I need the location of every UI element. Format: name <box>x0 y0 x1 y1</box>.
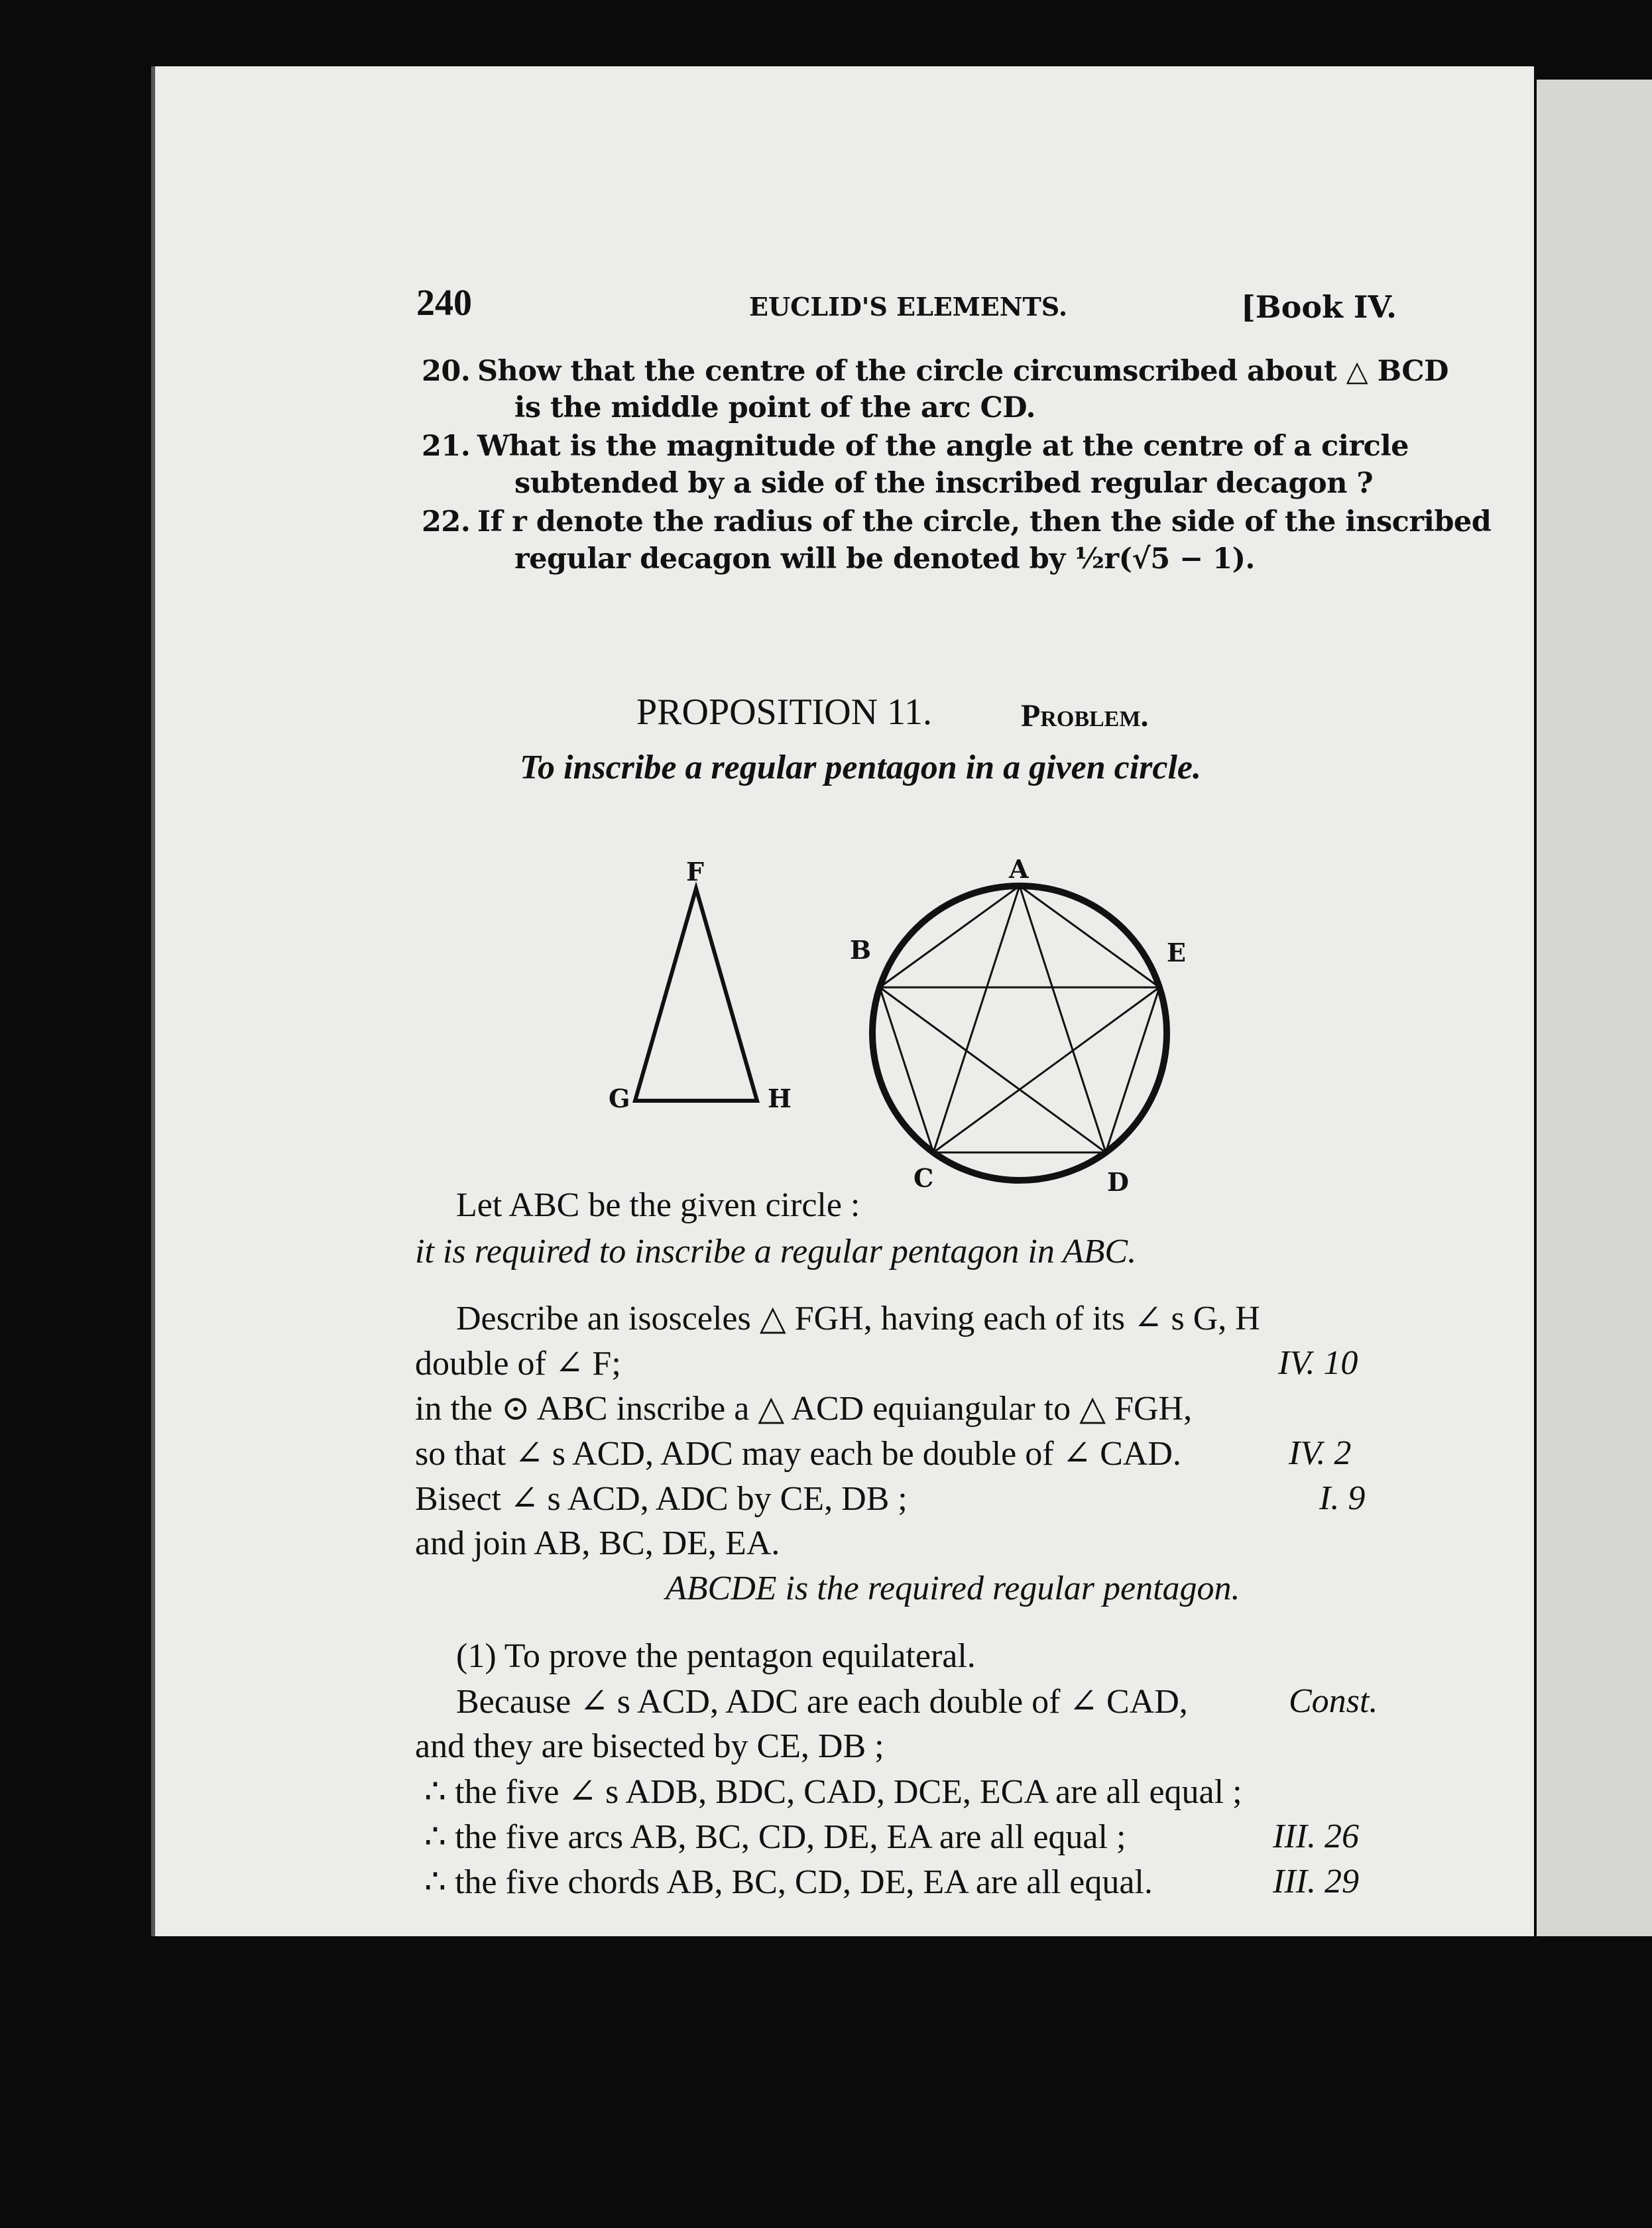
proposition-title: PROPOSITION 11. <box>636 692 932 733</box>
exercise-line: regular decagon will be denoted by ½r(√5 − 1). <box>514 542 1255 576</box>
construction-line: Bisect ∠ s ACD, ADC by CE, DB ; <box>415 1480 908 1518</box>
proof-line: ∴ the five ∠ s ADB, BDC, CAD, DCE, ECA are all equal ; <box>424 1773 1242 1811</box>
label-c: C <box>914 1163 934 1193</box>
proof-line: ∴ the five chords AB, BC, CD, DE, EA are all equal. <box>424 1863 1153 1901</box>
proof-line: and they are bisected by CE, DB ; <box>415 1727 884 1765</box>
book-label: [Book IV. <box>1241 289 1397 325</box>
label-b: B <box>850 935 872 965</box>
conclusion-line: ABCDE is the required regular pentagon. <box>666 1570 1240 1607</box>
construction-ref: IV. 10 <box>1278 1344 1358 1382</box>
diagonal-ce <box>933 987 1159 1152</box>
construction-figure <box>583 822 1246 1194</box>
label-g: G <box>609 1083 630 1113</box>
construction-line: and join AB, BC, DE, EA. <box>415 1524 780 1562</box>
proof-ref: III. 26 <box>1273 1818 1359 1855</box>
construction-ref: I. 9 <box>1319 1479 1366 1517</box>
construction-line: in the ⊙ ABC inscribe a △ ACD equiangular to △ FGH, <box>415 1390 1193 1428</box>
exercise-line: subtended by a side of the inscribed regular decagon ? <box>514 467 1374 500</box>
construction-line: so that ∠ s ACD, ADC may each be double of ∠ CAD. <box>415 1435 1181 1473</box>
label-h: H <box>768 1083 792 1113</box>
label-e: E <box>1167 938 1186 967</box>
construction-line: double of ∠ F; <box>415 1345 621 1383</box>
exercise-number: 21. <box>422 430 471 463</box>
scan-background <box>151 1936 1652 2228</box>
next-page-edge <box>1537 80 1652 1936</box>
required-line: it is required to inscribe a regular pentagon in ABC. <box>415 1233 1137 1270</box>
construction-ref: IV. 2 <box>1289 1434 1352 1472</box>
proof-ref: III. 29 <box>1273 1863 1359 1900</box>
proof-ref: Const. <box>1289 1682 1378 1720</box>
circle-abc <box>872 886 1167 1180</box>
label-f: F <box>686 857 704 887</box>
exercise-number: 20. <box>422 355 471 388</box>
construction-line: Describe an isosceles △ FGH, having each of its ∠ s G, H <box>456 1300 1260 1337</box>
diagonal-bd <box>880 987 1106 1152</box>
diagonal-ad <box>1020 886 1106 1152</box>
exercise-number: 22. <box>422 505 471 538</box>
isosceles-triangle-fgh <box>635 889 757 1101</box>
proof-heading: (1) To prove the pentagon equilateral. <box>456 1637 976 1675</box>
let-line: Let ABC be the given circle : <box>456 1186 860 1224</box>
proposition-statement: To inscribe a regular pentagon in a given circle. <box>520 749 1201 786</box>
exercise-line: What is the magnitude of the angle at the centre of a circle <box>477 430 1409 463</box>
label-d: D <box>1107 1167 1129 1194</box>
exercise-line: Show that the centre of the circle circumscribed about △ BCD <box>477 355 1448 388</box>
page-number: 240 <box>416 282 472 324</box>
proof-line: ∴ the five arcs AB, BC, CD, DE, EA are all equal ; <box>424 1818 1126 1856</box>
exercise-line: If r denote the radius of the circle, then the side of the inscribed <box>477 505 1492 538</box>
running-title: EUCLID'S ELEMENTS. <box>749 292 1068 322</box>
exercise-line: is the middle point of the arc CD. <box>514 391 1035 424</box>
diagonal-ac <box>933 886 1020 1152</box>
proposition-type: Problem. <box>1021 698 1149 733</box>
label-a: A <box>1009 854 1029 884</box>
proof-line: Because ∠ s ACD, ADC are each double of ∠ CAD, <box>456 1683 1188 1721</box>
